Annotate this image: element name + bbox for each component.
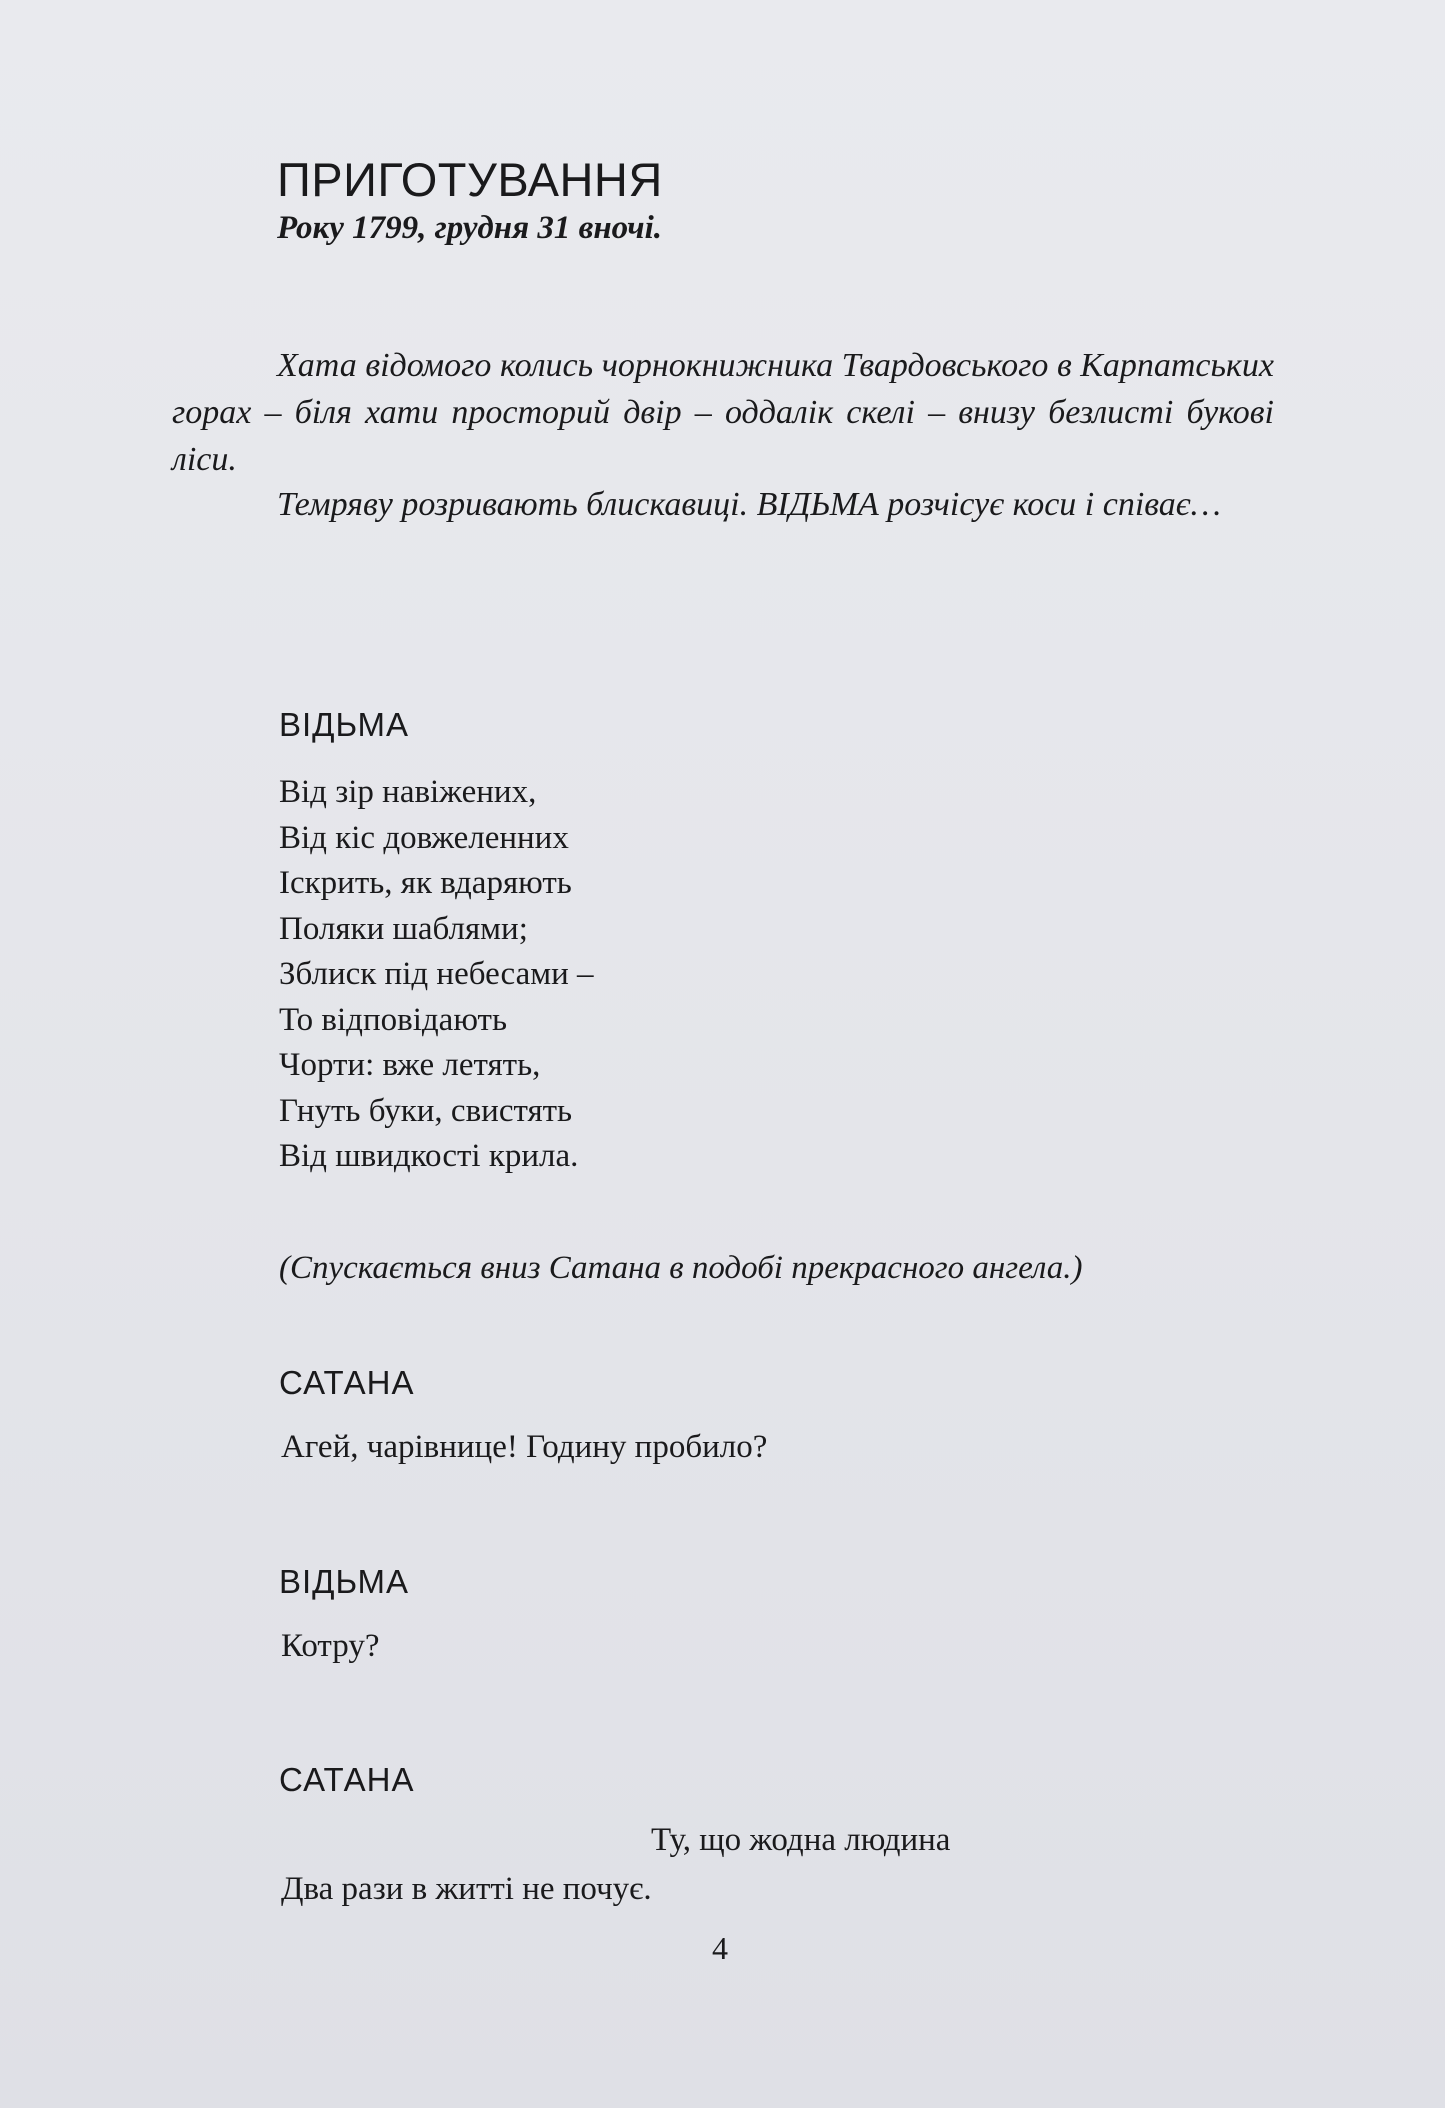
verse-block [279, 770, 594, 1180]
verse-line: Поляки шаблями; [279, 910, 528, 947]
page-number: 4 [712, 1930, 728, 1966]
verse-line: Від зір навіжених, [279, 774, 537, 810]
section-title: ПРИГОТУВАННЯ [277, 153, 663, 206]
verse-line: Від кіс довжеленних [279, 819, 569, 856]
verse-line: Зблиск під небесами – [279, 956, 594, 992]
verse-line: То відповідають [279, 1001, 508, 1038]
dialogue-line: Два рази в житті не почує. [281, 1871, 652, 1907]
stage-direction-entrance: (Спускається вниз Сатана в подобі прекрасного ангела.) [279, 1250, 1083, 1286]
speaker-name: САТАНА [279, 1761, 415, 1798]
verse-line: Від швидкості крила. [279, 1138, 579, 1174]
speaker-name: САТАНА [279, 1364, 415, 1401]
dialogue-line: Котру? [281, 1628, 380, 1664]
verse-line: Іскрить, як вдаряють [279, 865, 572, 901]
stage-direction-text: Хата відомого колись чорнокнижника Твардовського в Карпатських горах – біля хати просторий двір – оддалік скелі – внизу безлисті букові ліси. [172, 347, 1274, 478]
dialogue-line: Ту, що жодна людина [651, 1822, 951, 1858]
verse-line: Гнуть буки, свистять [279, 1092, 573, 1129]
stage-direction-action [172, 481, 1274, 528]
speaker-name: ВІДЬМА [279, 1563, 409, 1600]
stage-direction-setting [172, 342, 1274, 483]
speaker-name: ВІДЬМА [279, 706, 409, 743]
dialogue-line: Агей, чарівнице! Годину пробило? [281, 1429, 768, 1465]
date-line: Року 1799, грудня 31 вночі. [277, 210, 663, 246]
verse-line: Чорти: вже летять, [279, 1047, 541, 1083]
stage-direction-text: Темряву розривають блискавиці. ВІДЬМА розчісує коси і співає… [277, 486, 1221, 523]
